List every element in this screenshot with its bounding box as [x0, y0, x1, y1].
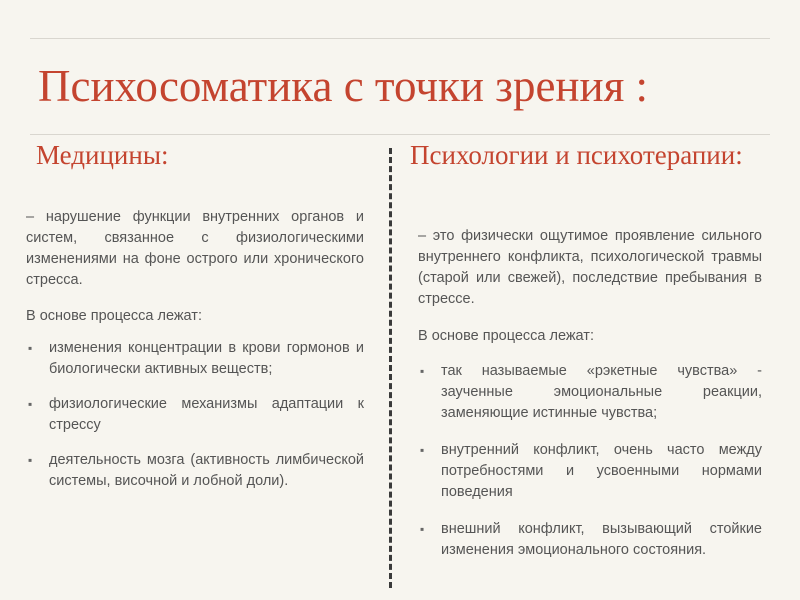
title-rule: [30, 134, 770, 135]
medicine-basis-label: В основе процесса лежат:: [26, 308, 202, 324]
bullet-icon: ▪: [28, 453, 33, 467]
left-column: [26, 207, 364, 506]
list-item: [26, 338, 364, 380]
slide-title: Психосоматика с точки зрения :: [38, 61, 649, 111]
list-item: [26, 450, 364, 492]
list-item-text: деятельность мозга (активность лимбической системы, височной и лобной доли).: [49, 452, 364, 489]
medicine-factor-list: [26, 338, 364, 492]
right-column: [418, 226, 762, 577]
bullet-icon: ▪: [420, 522, 425, 536]
psychology-basis-label: В основе процесса лежат:: [418, 328, 594, 344]
bullet-icon: ▪: [420, 443, 425, 457]
right-column-heading: Психологии и психотерапии:: [410, 140, 743, 170]
bullet-icon: ▪: [28, 397, 33, 411]
left-column-heading: Медицины:: [36, 140, 169, 170]
psychology-factor-list: [418, 361, 762, 561]
column-divider: [389, 148, 392, 588]
medicine-definition: – нарушение функции внутренних органов и систем, связанное с физиологическими изменениями на фоне острого или хронического стресса.: [26, 209, 364, 288]
list-item: [418, 361, 762, 424]
psychology-definition: – это физически ощутимое проявление сильного внутреннего конфликта, психологической травмы (старой или свежей), последствие пребывания в стрессе.: [418, 228, 762, 307]
list-item-text: внутренний конфликт, очень часто между потребностями и усвоенными нормами поведения: [441, 442, 762, 500]
bullet-icon: ▪: [28, 341, 33, 355]
list-item-text: изменения концентрации в крови гормонов и биологически активных веществ;: [49, 340, 364, 377]
list-item: [418, 440, 762, 503]
top-rule: [30, 38, 770, 39]
list-item-text: так называемые «рэкетные чувства» - заученные эмоциональные реакции, заменяющие истинные чувства;: [441, 363, 762, 421]
list-item-text: внешний конфликт, вызывающий стойкие изменения эмоционального состояния.: [441, 521, 762, 558]
list-item-text: физиологические механизмы адаптации к стрессу: [49, 396, 364, 433]
list-item: [26, 394, 364, 436]
bullet-icon: ▪: [420, 364, 425, 378]
list-item: [418, 519, 762, 561]
